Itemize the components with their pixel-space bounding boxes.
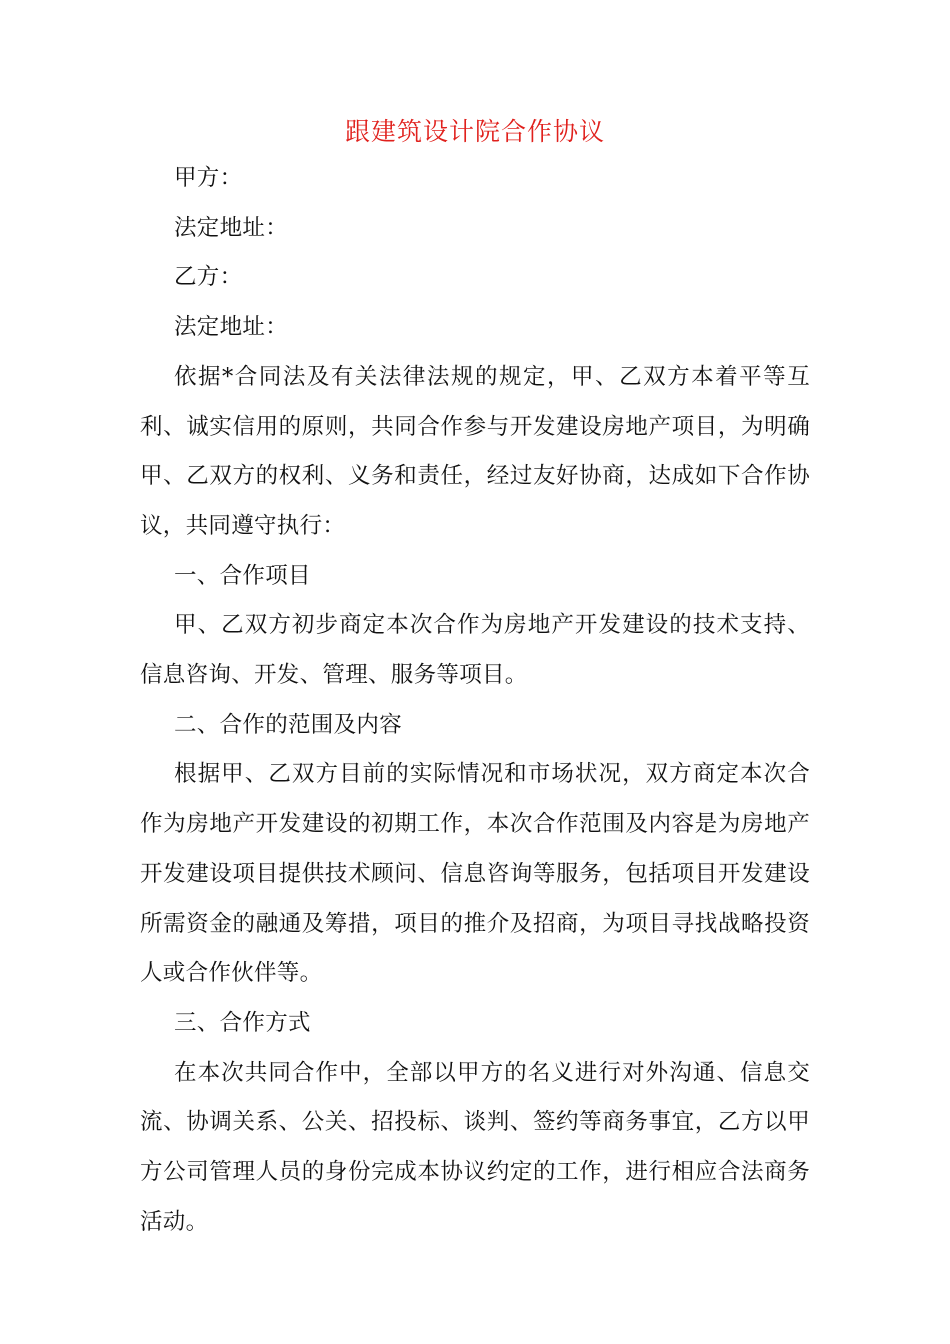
party-a-address-line: 法定地址： <box>174 214 289 241</box>
section-heading-2: 二、合作的范围及内容 <box>174 711 403 738</box>
section-2-paragraph: 根据甲、乙双方目前的实际情况和市场状况，双方商定本次合作为房地产开发建设的初期工作，本次合作范围及内容是为房地产开发建设项目提供技术顾问、信息咨询等服务，包括项目开发建设所需资金的融通及筹措，项目的推介及招商，为项目寻找战略投资人或合作伙伴等。 <box>140 761 810 987</box>
party-a-line: 甲方： <box>174 165 243 191</box>
section-3-paragraph: 在本次共同合作中，全部以甲方的名义进行对外沟通、信息交流、协调关系、公关、招投标、谈判、签约等商务事宜，乙方以甲方公司管理人员的身份完成本协议约定的工作，进行相应合法商务活动。 <box>140 1059 810 1235</box>
document-body <box>140 154 810 1247</box>
section-heading-3: 三、合作方式 <box>174 1009 311 1036</box>
section-heading-1: 一、合作项目 <box>174 562 311 589</box>
preamble-paragraph: 依据*合同法及有关法律法规的规定，甲、乙双方本着平等互利、诚实信用的原则，共同合作参与开发建设房地产项目，为明确甲、乙双方的权利、义务和责任，经过友好协商，达成如下合作协议，共同遵守执行： <box>140 363 810 539</box>
party-b-address-line: 法定地址： <box>174 314 289 341</box>
party-b-line: 乙方： <box>174 264 243 291</box>
document-title: 跟建筑设计院合作协议 <box>344 117 605 146</box>
section-1-paragraph: 甲、乙双方初步商定本次合作为房地产开发建设的技术支持、信息咨询、开发、管理、服务等项目。 <box>140 612 810 689</box>
